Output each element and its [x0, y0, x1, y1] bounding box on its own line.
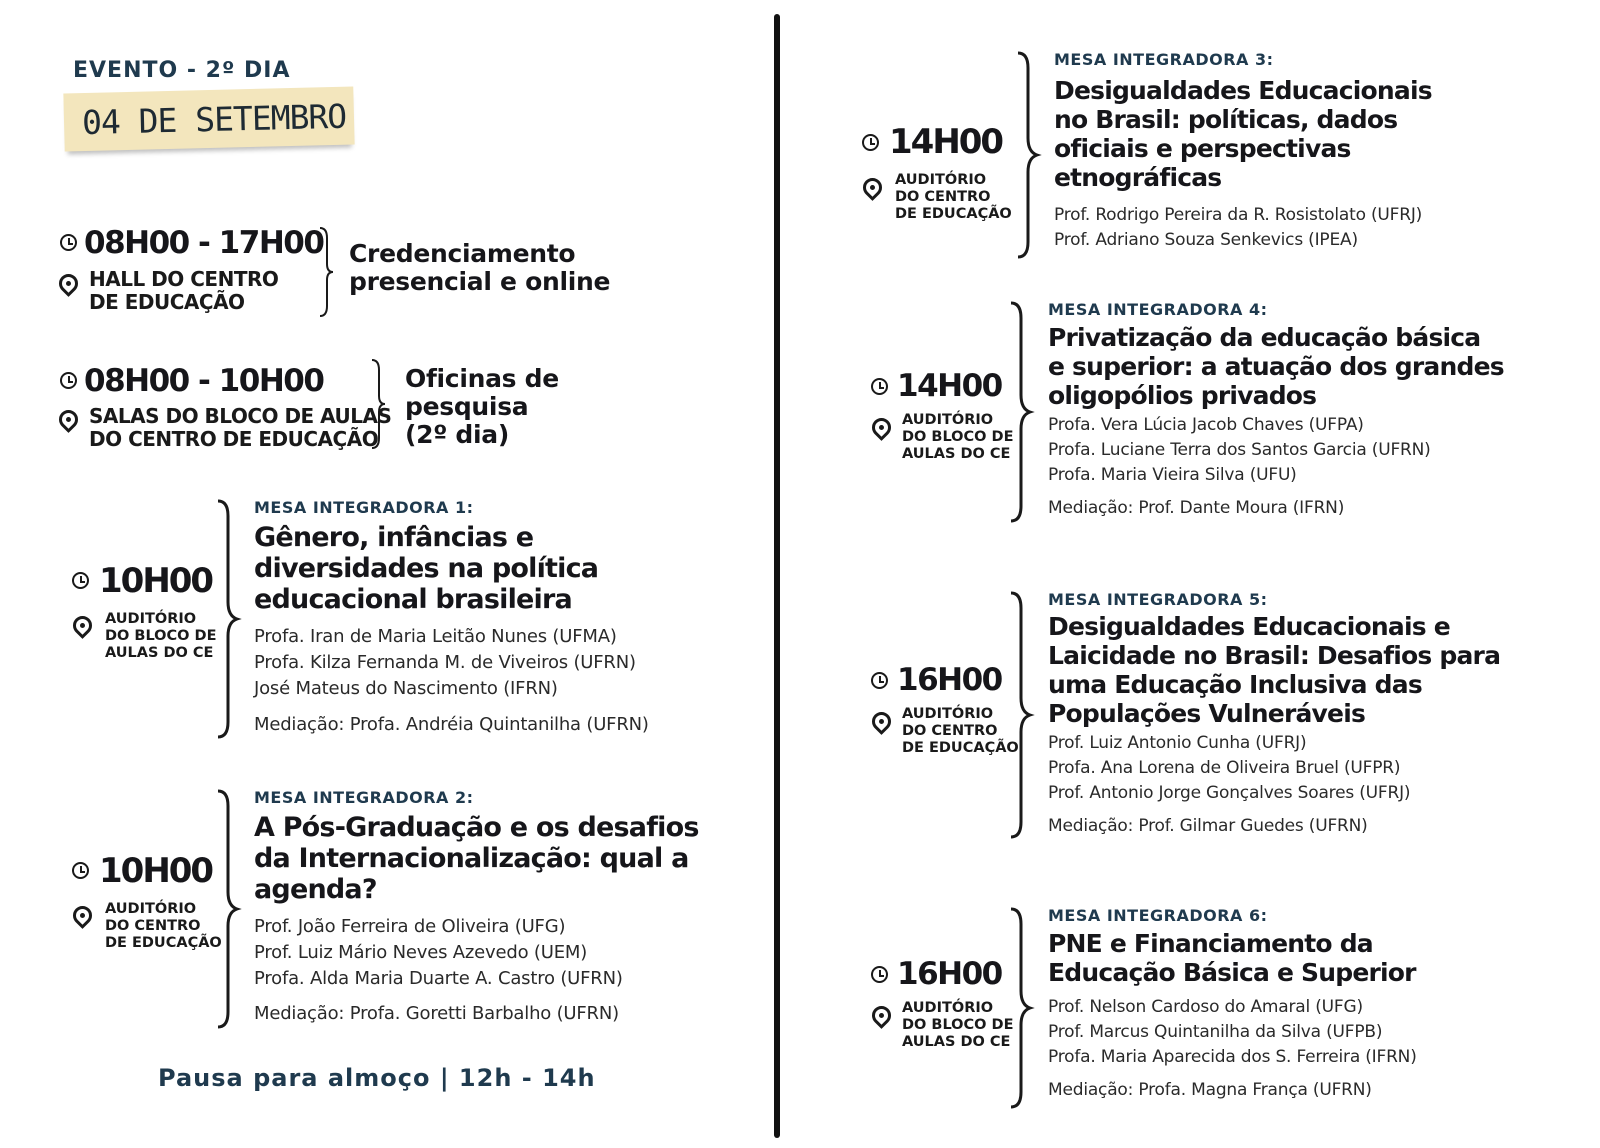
brace-left: [215, 788, 241, 1030]
clock-icon: [871, 378, 888, 395]
brace-left: [1008, 300, 1034, 524]
mesa-title: Desigualdades Educacionais no Brasil: políticas, dados oficiais e perspectivas etnográficas: [1054, 76, 1432, 192]
mesa-time: 14H00: [889, 122, 1003, 162]
mesa-title: Gênero, infâncias e diversidades na política educacional brasileira: [254, 522, 599, 615]
activity-time: 08H00 - 17H00: [84, 225, 324, 261]
speaker: Prof. Marcus Quintanilha da Silva (UFPB): [1048, 1022, 1383, 1042]
brace-left: [1008, 590, 1034, 840]
event-date: 04 DE SETEMBRO: [81, 96, 347, 143]
mesa-title: PNE e Financiamento da Educação Básica e Superior: [1048, 929, 1416, 987]
mesa-time: 10H00: [99, 851, 213, 891]
speaker: Profa. Kilza Fernanda M. de Viveiros (UFRN): [254, 652, 636, 673]
mesa-label: MESA INTEGRADORA 5:: [1048, 590, 1268, 609]
mesa-venue: AUDITÓRIO DO CENTRO DE EDUCAÇÃO: [105, 901, 222, 951]
mesa-label: MESA INTEGRADORA 2:: [254, 788, 474, 807]
mesa-title: Privatização da educação básica e superior: a atuação dos grandes oligopólios privados: [1048, 323, 1504, 410]
mesa-label: MESA INTEGRADORA 1:: [254, 498, 474, 517]
mesa-title: A Pós-Graduação e os desafios da Internacionalização: qual a agenda?: [254, 812, 699, 905]
speaker: Prof. Adriano Souza Senkevics (IPEA): [1054, 230, 1358, 250]
clock-icon: [60, 234, 77, 251]
speaker-list: [254, 914, 623, 992]
location-pin-icon: [69, 902, 96, 929]
brace-right: [318, 226, 336, 318]
speaker-list: [1048, 731, 1410, 806]
clock-icon: [60, 372, 77, 389]
speaker: Prof. Luiz Antonio Cunha (UFRJ): [1048, 733, 1307, 753]
mesa-time: 16H00: [897, 956, 1002, 992]
clock-icon: [72, 862, 89, 879]
mediation: Mediação: Profa. Goretti Barbalho (UFRN): [254, 1003, 619, 1024]
clock-icon: [871, 966, 888, 983]
location-pin-icon: [55, 270, 82, 297]
clock-icon: [862, 134, 879, 151]
mesa-venue: AUDITÓRIO DO BLOCO DE AULAS DO CE: [105, 611, 217, 661]
speaker: Prof. Nelson Cardoso do Amaral (UFG): [1048, 997, 1363, 1017]
mesa-venue: AUDITÓRIO DO CENTRO DE EDUCAÇÃO: [895, 172, 1012, 222]
speaker-list: [1048, 413, 1431, 488]
mesa-venue: AUDITÓRIO DO BLOCO DE AULAS DO CE: [902, 412, 1014, 462]
speaker: José Mateus do Nascimento (IFRN): [254, 678, 558, 699]
speaker: Profa. Iran de Maria Leitão Nunes (UFMA): [254, 626, 617, 647]
clock-icon: [72, 572, 89, 589]
activity-description: Oficinas de pesquisa (2º dia): [405, 364, 559, 449]
speaker: Profa. Maria Aparecida dos S. Ferreira (IFRN): [1048, 1047, 1417, 1067]
speaker: Profa. Luciane Terra dos Santos Garcia (UFRN): [1048, 440, 1431, 460]
location-pin-icon: [868, 1002, 895, 1029]
speaker-list: [1054, 203, 1422, 253]
location-pin-icon: [868, 414, 895, 441]
mesa-venue: AUDITÓRIO DO CENTRO DE EDUCAÇÃO: [902, 706, 1019, 756]
mesa-time: 16H00: [897, 662, 1002, 698]
brace-left: [1015, 50, 1041, 260]
activity-venue: SALAS DO BLOCO DE AULAS DO CENTRO DE EDUCAÇÃO: [89, 404, 392, 451]
lunch-break: Pausa para almoço | 12h - 14h: [158, 1064, 596, 1092]
mesa-time: 14H00: [897, 368, 1002, 404]
speaker: Prof. Rodrigo Pereira da R. Rosistolato (UFRJ): [1054, 205, 1423, 225]
speaker-list: [254, 624, 636, 702]
clock-icon: [871, 672, 888, 689]
column-divider: [774, 14, 780, 1138]
date-banner: [63, 86, 354, 151]
speaker-list: [1048, 995, 1417, 1070]
speaker: Prof. Luiz Mário Neves Azevedo (UEM): [254, 942, 588, 963]
brace-left: [1008, 906, 1034, 1110]
mesa-label: MESA INTEGRADORA 6:: [1048, 906, 1268, 925]
mediation: Mediação: Profa. Andréia Quintanilha (UFRN): [254, 714, 649, 735]
mesa-label: MESA INTEGRADORA 3:: [1054, 50, 1274, 69]
mediation: Mediação: Prof. Dante Moura (IFRN): [1048, 498, 1345, 518]
speaker: Profa. Maria Vieira Silva (UFU): [1048, 465, 1297, 485]
location-pin-icon: [868, 708, 895, 735]
location-pin-icon: [69, 612, 96, 639]
speaker: Profa. Alda Maria Duarte A. Castro (UFRN): [254, 968, 623, 989]
activity-description: Credenciamento presencial e online: [349, 239, 611, 296]
speaker: Prof. Antonio Jorge Gonçalves Soares (UFRJ): [1048, 783, 1411, 803]
activity-time: 08H00 - 10H00: [84, 363, 324, 399]
location-pin-icon: [859, 174, 886, 201]
location-pin-icon: [55, 406, 82, 433]
event-day-label: EVENTO - 2º DIA: [73, 58, 291, 83]
mesa-label: MESA INTEGRADORA 4:: [1048, 300, 1268, 319]
mediation: Mediação: Profa. Magna França (UFRN): [1048, 1080, 1372, 1100]
mesa-time: 10H00: [99, 561, 213, 601]
speaker: Profa. Ana Lorena de Oliveira Bruel (UFPR): [1048, 758, 1401, 778]
activity-venue: HALL DO CENTRO DE EDUCAÇÃO: [89, 267, 279, 314]
brace-right: [370, 358, 388, 450]
mediation: Mediação: Prof. Gilmar Guedes (UFRN): [1048, 816, 1368, 836]
speaker: Profa. Vera Lúcia Jacob Chaves (UFPA): [1048, 415, 1364, 435]
mesa-title: Desigualdades Educacionais e Laicidade no Brasil: Desafios para uma Educação Inclusiva das Populações Vulneráveis: [1048, 612, 1501, 728]
speaker: Prof. João Ferreira de Oliveira (UFG): [254, 916, 566, 937]
mesa-venue: AUDITÓRIO DO BLOCO DE AULAS DO CE: [902, 1000, 1014, 1050]
brace-left: [215, 498, 241, 740]
